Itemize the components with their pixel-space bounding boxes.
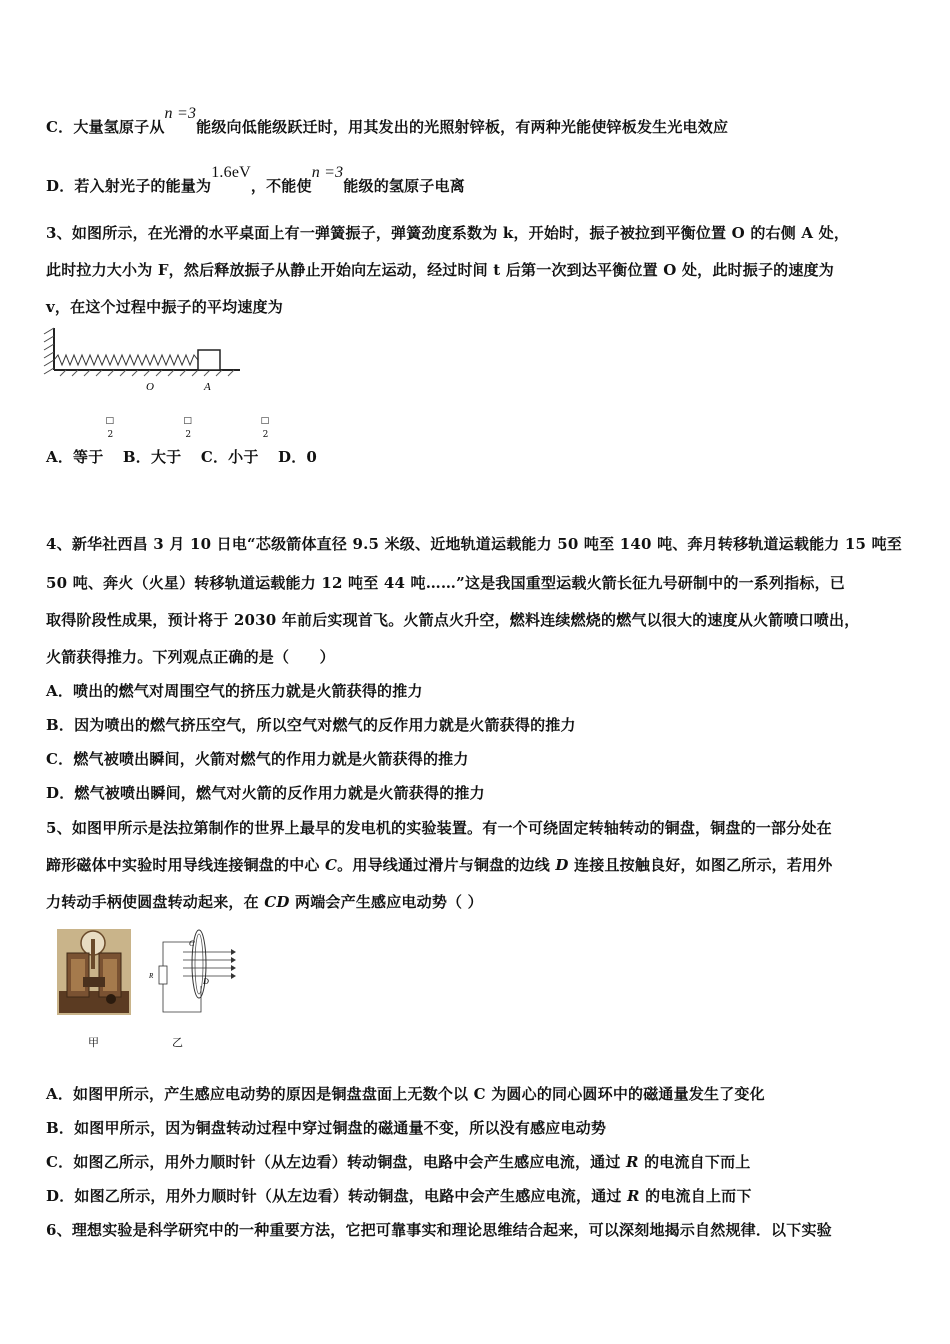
q4-option-d: D．燃气被喷出瞬间，燃气对火箭的反作用力就是火箭获得的推力 <box>46 784 485 802</box>
fraction-v-over-2: □ 2 <box>105 416 115 440</box>
q2-option-d: D．若入射光子的能量为1.6eV，不能使n =3能级的氢原子电离 <box>46 164 465 195</box>
q5-option-d: D．如图乙所示，用外力顺时针（从左边看）转动铜盘，电路中会产生感应电流，通过 R 的电流自上而下 <box>46 1187 752 1205</box>
svg-text:D: D <box>203 977 209 986</box>
q5-option-c: C．如图乙所示，用外力顺时针（从左边看）转动铜盘，电路中会产生感应电流，通过 R 的电流自下而上 <box>46 1153 751 1171</box>
q4-stem-line3: 取得阶段性成果，预计将于 2030 年前后实现首飞。火箭点火升空，燃料连续燃烧的燃气以很大的速度从火箭喷口喷出， <box>46 611 860 629</box>
svg-text:R: R <box>149 972 154 980</box>
q5-stem-line3: 力转动手柄使圆盘转动起来，在 CD 两端会产生感应电动势（ ） <box>46 893 483 911</box>
fraction-v-over-2: □ 2 <box>260 416 270 440</box>
svg-text:C: C <box>189 939 195 948</box>
figure-label-yi: 乙 <box>172 1036 183 1049</box>
q2-option-c: C．大量氢原子从n =3能级向低能级跃迁时，用其发出的光照射锌板，有两种光能使锌板发生光电效应 <box>46 105 729 136</box>
label-o: O <box>146 381 154 393</box>
q5-option-a: A．如图甲所示，产生感应电动势的原因是铜盘盘面上无数个以 C 为圆心的同心圆环中的磁通量发生了变化 <box>46 1085 765 1103</box>
q6-stem-line1: 6、理想实验是科学研究中的一种重要方法，它把可靠事实和理论思维结合起来，可以深刻地揭示自然规律．以下实验 <box>46 1221 832 1239</box>
q4-option-c: C．燃气被喷出瞬间，火箭对燃气的作用力就是火箭获得的推力 <box>46 750 469 768</box>
formula-energy: 1.6eV <box>211 164 251 181</box>
q5-option-b: B．如图甲所示，因为铜盘转动过程中穿过铜盘的磁通量不变，所以没有感应电动势 <box>46 1119 607 1137</box>
spring-oscillator-figure <box>40 326 245 398</box>
q5-stem-line2: 蹄形磁体中实验时用导线连接铜盘的中心 C。用导线通过滑片与铜盘的边线 D 连接且按触良好，如图乙所示，若用外 <box>46 856 833 874</box>
q5-stem-line1: 5、如图甲所示是法拉第制作的世界上最早的发电机的实验装置。有一个可绕固定转轴转动的铜盘，铜盘的一部分处在 <box>46 819 832 837</box>
q3-stem-line2: 此时拉力大小为 F，然后释放振子从静止开始向左运动，经过时间 t 后第一次到达平衡位置 O 处，此时振子的速度为 <box>46 261 834 279</box>
label-a: A <box>204 381 211 393</box>
q4-option-b: B．因为喷出的燃气挤压空气，所以空气对燃气的反作用力就是火箭获得的推力 <box>46 716 576 734</box>
q3-stem-line1: 3、如图所示，在光滑的水平桌面上有一弹簧振子，弹簧劲度系数为 k，开始时，振子被拉到平衡位置 O 的右侧 A 处， <box>46 224 850 242</box>
figure-label-jia: 甲 <box>88 1036 99 1049</box>
q4-stem-line4: 火箭获得推力。下列观点正确的是（ ） <box>46 648 335 666</box>
faraday-generator-photo <box>57 929 131 1015</box>
fraction-v-over-2: □ 2 <box>183 416 193 440</box>
formula-n3: n =3 <box>311 164 344 181</box>
q3-stem-line3: v，在这个过程中振子的平均速度为 <box>46 298 283 316</box>
faraday-disk-circuit-diagram <box>143 926 243 1022</box>
spring <box>54 355 198 365</box>
resistor-r <box>159 966 167 984</box>
q4-stem-line2: 50 吨、奔火（火星）转移轨道运载能力 12 吨至 44 吨……”这是我国重型运载火箭长征九号研制中的一系列指标，已 <box>46 574 845 592</box>
q4-option-a: A．喷出的燃气对周围空气的挤压力就是火箭获得的推力 <box>46 682 423 700</box>
q3-options: A．等于 □ 2 B．大于 □ 2 C．小于 □ 2 D．0 <box>46 416 318 466</box>
q4-stem-line1: 4、新华社西昌 3 月 10 日电“芯级箭体直径 9.5 米级、近地轨道运载能力 50 吨至 140 吨、奔月转移轨道运载能力 15 吨至 <box>46 535 903 553</box>
formula-n3: n =3 <box>164 105 197 122</box>
oscillator-block <box>198 350 220 370</box>
